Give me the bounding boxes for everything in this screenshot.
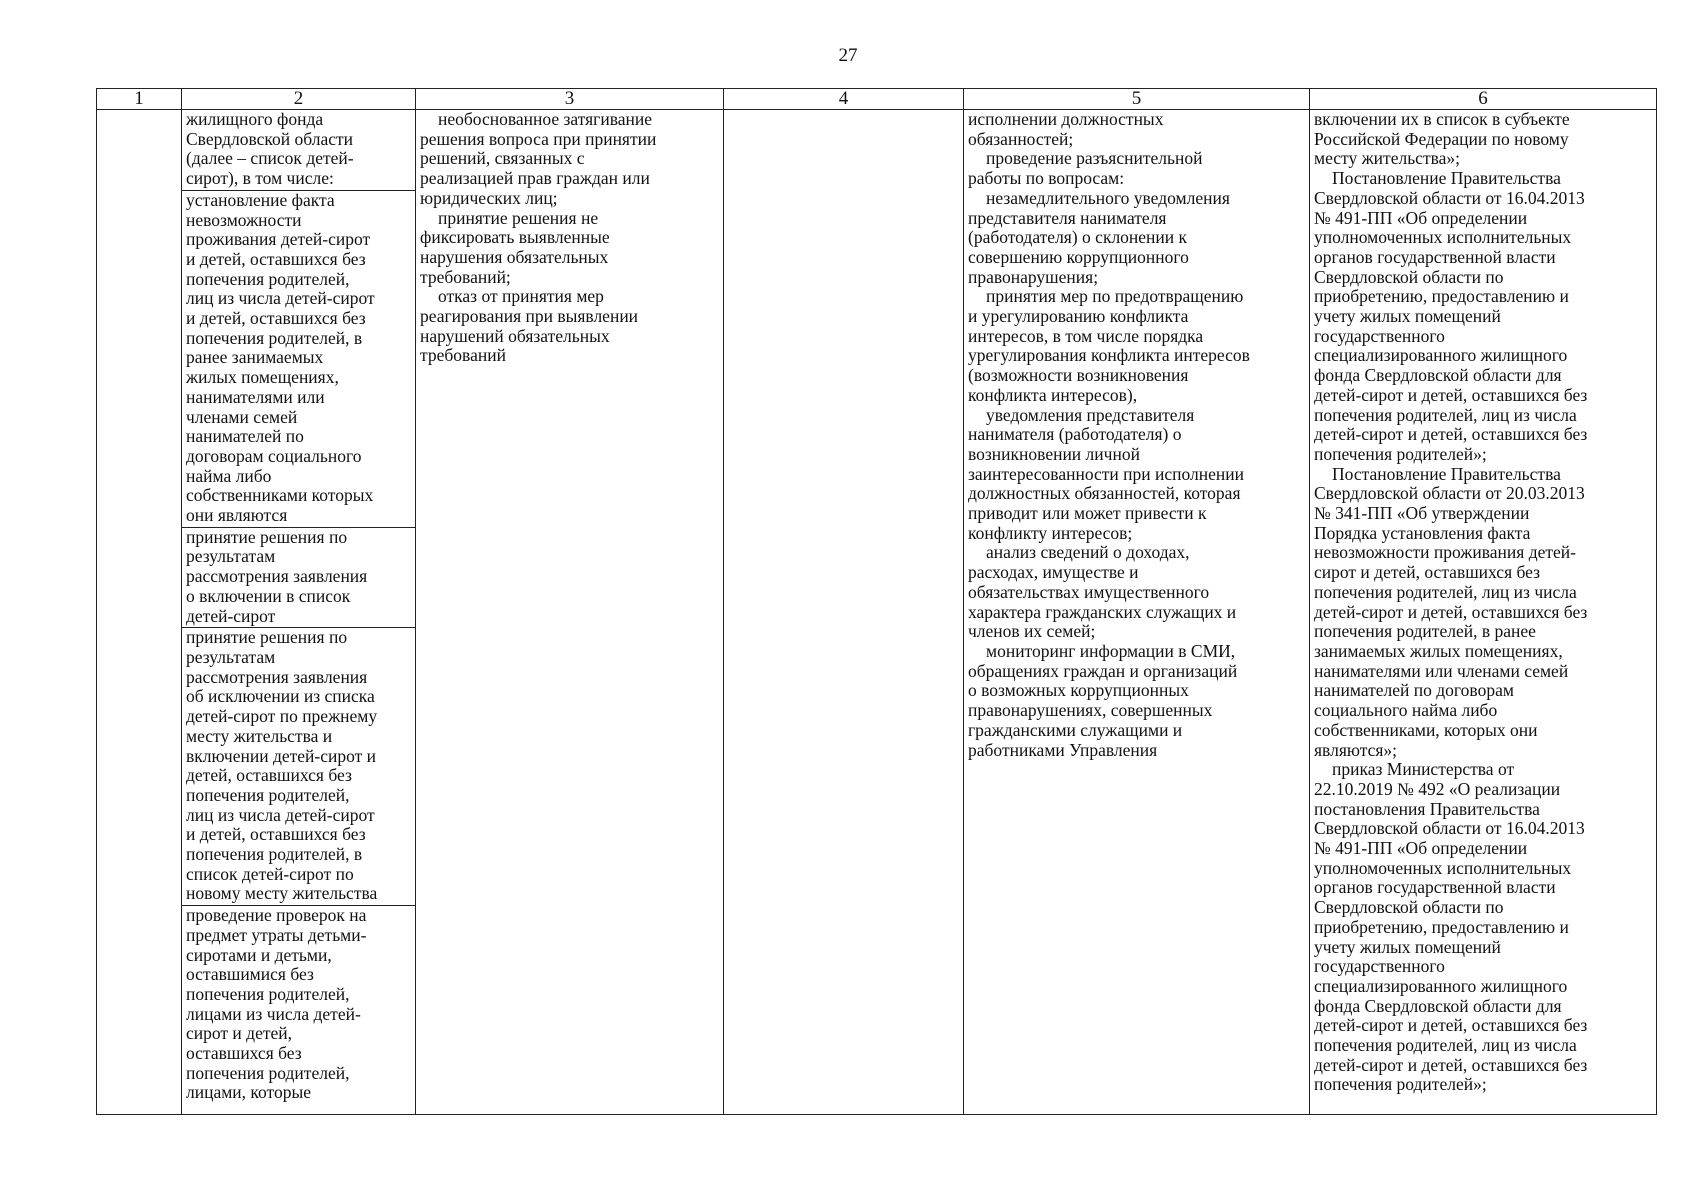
col2-subcell: принятие решения по результатам рассмотрения заявления об исключении из списка детей-сирот по прежнему месту жительства и включении детей-сирот и детей, оставшихся без попечения родителей, лиц из числа детей-сирот и детей, оставшихся без попечения родителей, в список детей-сирот по новому месту жительства [182,628,415,906]
table-header-row [97,89,1657,110]
col4-cell [724,110,964,1115]
col6-paragraph: Постановление Правительства Свердловской области от 20.03.2013 № 341-ПП «Об утверждении Порядка установления факта невозможности проживания детей- сирот и детей, оставшихся без попечения родителей, лиц из числа детей-сирот и детей, оставшихся без попечения родителей, в ранее занимаемых жилых помещениях, нанимателями или членами семей нанимателей по договорам социального найма либо собственниками, которых они являются»; [1314,463,1588,760]
col3-paragraph: отказ от принятия мер реагирования при выявлении нарушений обязательных требований [420,286,639,366]
col5-paragraph: уведомления представителя нанимателя (работодателя) о возникновении личной заинтересованности при исполнении должностных обязанностей, которая приводит или может привести к конфликту интересов; [968,404,1245,543]
col1-cell [97,110,182,1115]
col2-subcell: принятие решения по результатам рассмотрения заявления о включении в список детей-сирот [182,528,415,629]
col6-paragraph: Постановление Правительства Свердловской области от 16.04.2013 № 491-ПП «Об определении уполномоченных исполнительных органов государственной власти Свердловской области по приобретению, предоставлению и учету жилых помещений государственного специализированного жилищного фонда Свердловской области для детей-сирот и детей, оставшихся без попечения родителей, лиц из числа детей-сирот и детей, оставшихся без попечения родителей»; [1314,168,1588,464]
col6-paragraph: приказ Министерства от 22.10.2019 № 492 «О реализации постановления Правительства Свердловской области от 16.04.2013 № 491-ПП «Об определении уполномоченных исполнительных органов государственной власти Свердловской области по приобретению, предоставлению и учету жилых помещений государственного специализированного жилищного фонда Свердловской области для детей-сирот и детей, оставшихся без попечения родителей, лиц из числа детей-сирот и детей, оставшихся без попечения родителей»; [1314,759,1588,1095]
header-col-2: 2 [182,89,416,110]
header-col-3: 3 [416,89,724,110]
table-body-row [97,110,1657,1115]
col6-cell [1310,110,1657,1115]
col2-subcell: проведение проверок на предмет утраты детьми- сиротами и детьми, оставшимися без попечения родителей, лицами из числа детей- сирот и детей, оставшихся без попечения родителей, лицами, которые [186,905,367,1103]
header-col-1: 1 [97,89,182,110]
document-table [96,88,1657,1115]
col2-cell [182,110,416,1115]
col5-paragraph: анализ сведений о доходах, расходах, имуществе и обязательствах имущественного характера гражданских служащих и членов их семей; [968,542,1237,642]
col5-paragraph: исполнении должностных обязанностей; [968,109,1164,149]
header-col-6: 6 [1310,89,1657,110]
col3-paragraph: принятие решения не фиксировать выявленные нарушения обязательных требований; [420,207,610,287]
col5-paragraph: проведение разъяснительной работы по вопросам: [968,148,1203,189]
col2-subcell: жилищного фонда Свердловской области (далее – список детей- сирот), в том числе: [182,110,415,191]
col5-cell [964,110,1310,1115]
page-number: 27 [838,45,858,66]
col3-cell [416,110,724,1115]
col3-paragraph: необоснованное затягивание решения вопроса при принятии решений, связанных с реализацией прав граждан или юридических лиц; [420,109,657,208]
header-col-5: 5 [964,89,1310,110]
col6-paragraph: включении их в список в субъекте Российской Федерации по новому месту жительства»; [1314,109,1570,169]
col5-paragraph: мониторинг информации в СМИ, обращениях граждан и организаций о возможных коррупционных правонарушениях, совершенных гражданскими служащими и работниками Управления [968,640,1238,760]
col5-paragraph: незамедлительного уведомления представителя нанимателя (работодателя) о склонении к совершению коррупционного правонарушения; [968,187,1230,287]
col2-subcell: установление факта невозможности проживания детей-сирот и детей, оставшихся без попечения родителей, лиц из числа детей-сирот и детей, оставшихся без попечения родителей, в ранее занимаемых жилых помещениях, нанимателями или членами семей нанимателей по договорам социального найма либо собственниками которых они являются [182,191,415,528]
header-col-4: 4 [724,89,964,110]
col5-paragraph: принятия мер по предотвращению и урегулированию конфликта интересов, в том числе порядка урегулирования конфликта интересов (возможности возникновения конфликта интересов), [968,286,1250,405]
